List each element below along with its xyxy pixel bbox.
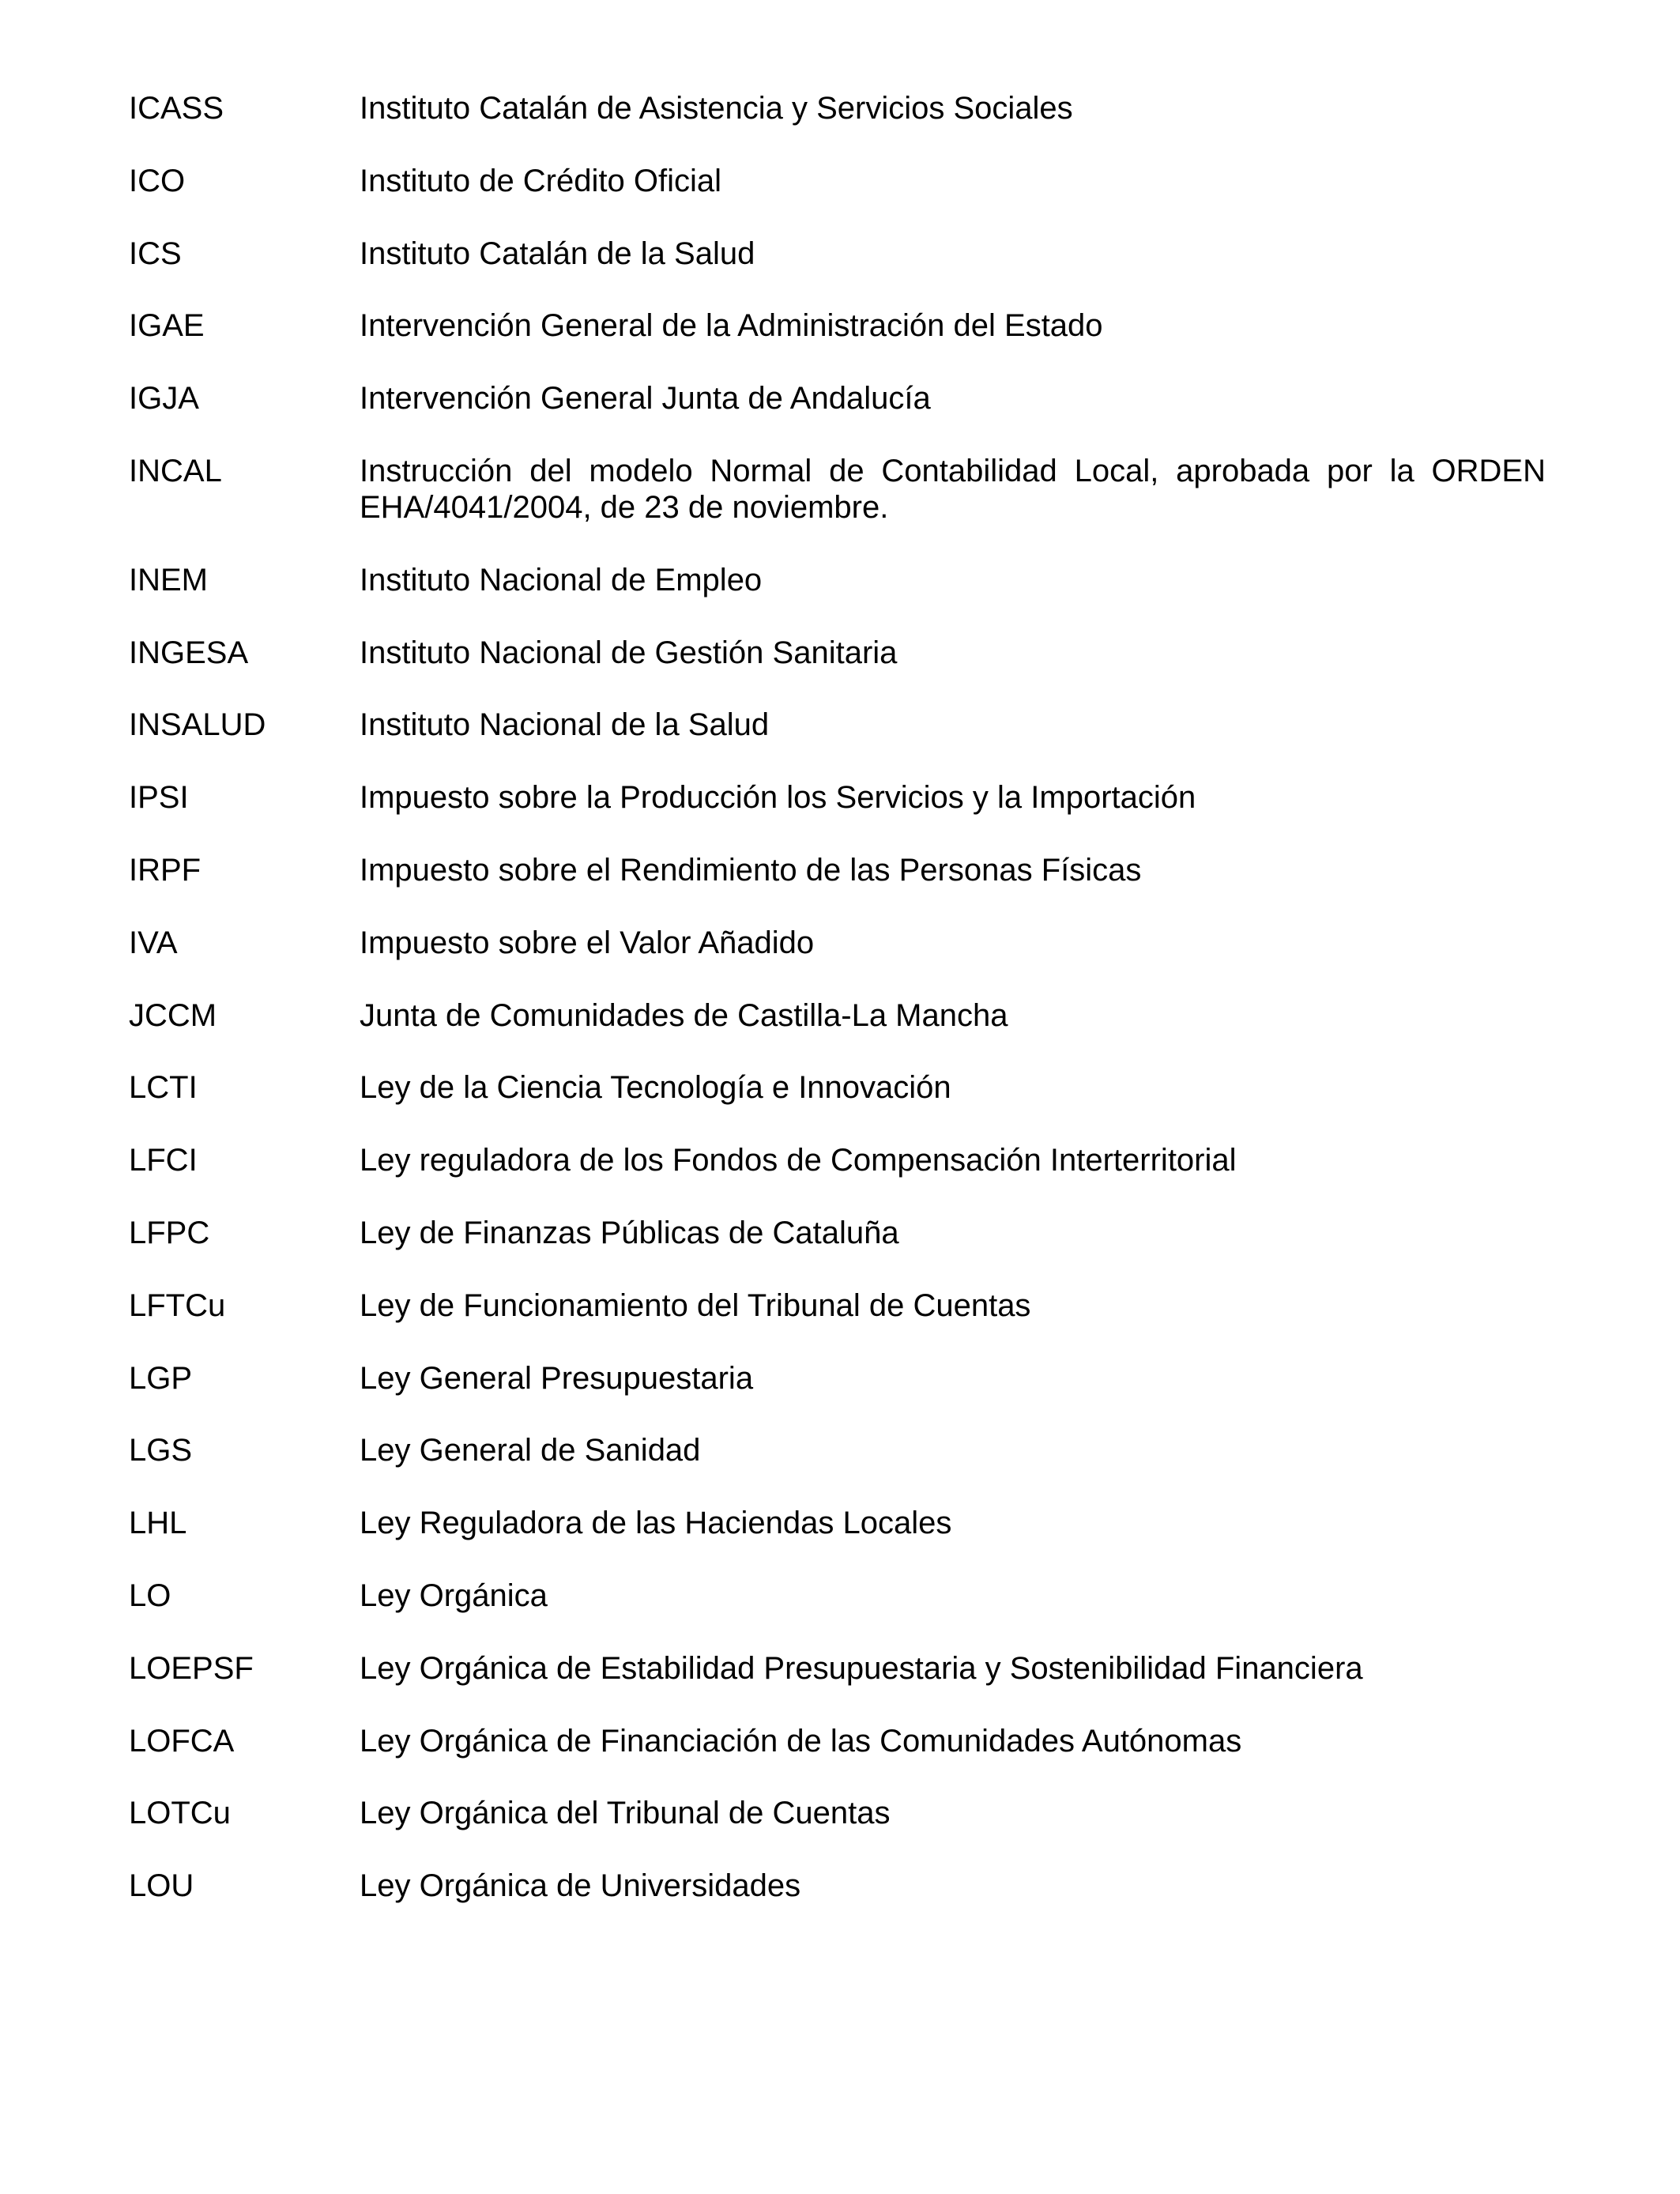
glossary-entry bbox=[129, 1868, 1546, 1904]
glossary-entry bbox=[129, 707, 1546, 743]
definition: Junta de Comunidades de Castilla-La Mancha bbox=[360, 997, 1008, 1033]
definition: Impuesto sobre el Rendimiento de las Personas Físicas bbox=[360, 852, 1142, 888]
abbreviation: LO bbox=[129, 1578, 171, 1613]
definition: Instituto Nacional de la Salud bbox=[360, 707, 770, 743]
abbreviation: INSALUD bbox=[129, 707, 266, 743]
definition: Ley de la Ciencia Tecnología e Innovación bbox=[360, 1070, 951, 1106]
definition: Intervención General Junta de Andalucía bbox=[360, 381, 931, 417]
glossary-entry bbox=[129, 307, 1546, 344]
abbreviation: IGAE bbox=[129, 308, 205, 344]
glossary-entry bbox=[129, 1287, 1546, 1324]
abbreviation: IPSI bbox=[129, 780, 189, 816]
definition: Ley General Presupuestaria bbox=[360, 1360, 754, 1396]
glossary-entry bbox=[129, 1578, 1546, 1614]
abbreviation: LFTCu bbox=[129, 1287, 226, 1323]
abbreviation: LGS bbox=[129, 1433, 193, 1468]
definition: Instituto Catalán de la Salud bbox=[360, 236, 755, 271]
glossary-entry bbox=[129, 562, 1546, 598]
definition: Ley Orgánica de Universidades bbox=[360, 1868, 801, 1904]
glossary-entry bbox=[129, 852, 1546, 888]
definition: Instrucción del modelo Normal de Contabilidad Local, aprobada por la ORDEN EHA/4041/2004, de 23 de noviembre. bbox=[360, 453, 1546, 525]
definition: Impuesto sobre la Producción los Servicios y la Importación bbox=[360, 780, 1196, 816]
glossary-entry bbox=[129, 236, 1546, 272]
definition: Instituto Nacional de Gestión Sanitaria bbox=[360, 635, 898, 670]
definition: Ley Orgánica de Financiación de las Comunidades Autónomas bbox=[360, 1723, 1242, 1759]
glossary-entry bbox=[129, 1650, 1546, 1687]
abbreviation: LGP bbox=[129, 1360, 193, 1396]
glossary-entry bbox=[129, 925, 1546, 961]
definition: Ley de Finanzas Públicas de Cataluña bbox=[360, 1215, 899, 1250]
abbreviation: LOFCA bbox=[129, 1723, 235, 1759]
glossary-entry bbox=[129, 380, 1546, 417]
glossary-entry bbox=[129, 1505, 1546, 1541]
definition: Ley General de Sanidad bbox=[360, 1433, 701, 1468]
glossary-entry bbox=[129, 1142, 1546, 1178]
definition: Instituto de Crédito Oficial bbox=[360, 163, 721, 198]
glossary-entry bbox=[129, 1215, 1546, 1251]
definition: Ley Orgánica del Tribunal de Cuentas bbox=[360, 1796, 891, 1831]
abbreviation: LCTI bbox=[129, 1070, 198, 1106]
definition: Impuesto sobre el Valor Añadido bbox=[360, 925, 815, 960]
abbreviation: INEM bbox=[129, 562, 208, 598]
abbreviation: LOTCu bbox=[129, 1796, 231, 1831]
definition: Ley Reguladora de las Haciendas Locales bbox=[360, 1506, 952, 1541]
abbreviation: LOEPSF bbox=[129, 1650, 254, 1686]
definition: Ley Orgánica bbox=[360, 1578, 548, 1613]
definition: Ley de Funcionamiento del Tribunal de Cuentas bbox=[360, 1287, 1031, 1323]
abbreviation-glossary bbox=[129, 90, 1546, 1940]
abbreviation: INCAL bbox=[129, 453, 222, 488]
glossary-entry bbox=[129, 1360, 1546, 1397]
definition: Intervención General de la Administración del Estado bbox=[360, 308, 1103, 344]
definition: Ley Orgánica de Estabilidad Presupuestaria y Sostenibilidad Financiera bbox=[360, 1650, 1363, 1686]
glossary-entry bbox=[129, 163, 1546, 199]
abbreviation: IGJA bbox=[129, 381, 199, 417]
abbreviation: LFCI bbox=[129, 1143, 198, 1178]
abbreviation: LHL bbox=[129, 1506, 187, 1541]
glossary-entry bbox=[129, 1432, 1546, 1468]
definition: Instituto Catalán de Asistencia y Servicios Sociales bbox=[360, 91, 1073, 126]
glossary-entry bbox=[129, 1795, 1546, 1831]
abbreviation: IVA bbox=[129, 925, 178, 960]
abbreviation: LOU bbox=[129, 1868, 194, 1904]
abbreviation: JCCM bbox=[129, 997, 217, 1033]
abbreviation: ICS bbox=[129, 236, 182, 271]
glossary-entry bbox=[129, 635, 1546, 671]
glossary-entry bbox=[129, 779, 1546, 816]
abbreviation: INGESA bbox=[129, 635, 249, 670]
definition: Instituto Nacional de Empleo bbox=[360, 562, 763, 598]
abbreviation: ICASS bbox=[129, 91, 224, 126]
glossary-entry bbox=[129, 1723, 1546, 1759]
glossary-entry bbox=[129, 1069, 1546, 1106]
glossary-entry bbox=[129, 90, 1546, 126]
glossary-entry bbox=[129, 997, 1546, 1034]
abbreviation: LFPC bbox=[129, 1215, 210, 1250]
glossary-entry bbox=[129, 453, 1546, 526]
definition: Ley reguladora de los Fondos de Compensación Interterritorial bbox=[360, 1143, 1237, 1178]
abbreviation: ICO bbox=[129, 163, 186, 198]
abbreviation: IRPF bbox=[129, 852, 202, 888]
